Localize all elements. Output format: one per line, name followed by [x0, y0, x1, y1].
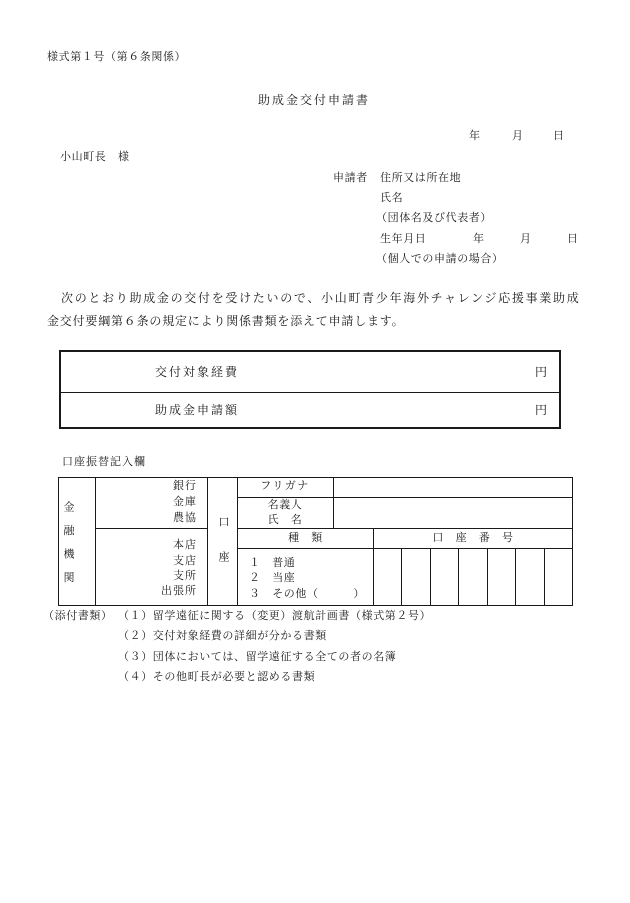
address-label: 住所又は所在地	[380, 172, 462, 184]
yen-unit: 円	[535, 365, 548, 379]
attachment-item: （４）その他町長が必要と認める書類	[118, 671, 316, 683]
branch-type-head-office: 本店	[173, 538, 197, 551]
branch-type-branch: 支店	[173, 554, 197, 567]
account-type-ordinary: １ 普通	[249, 556, 296, 569]
account-number-digit-cell	[430, 549, 458, 605]
institution-type-bank: 銀行	[173, 479, 197, 492]
account-section-title: 口座振替記入欄	[62, 456, 146, 468]
date-year-unit: 年	[469, 130, 481, 142]
furigana-label: フリガナ	[260, 479, 310, 492]
account-number-cells	[374, 549, 572, 605]
name-note: （団体名及び代表者）	[376, 212, 492, 224]
body-text-line: 金交付要綱第６条の規定により関係書類を添えて申請します。	[47, 314, 405, 328]
birthdate-label: 生年月日	[380, 233, 427, 245]
institution-type-agricultural-coop: 農協	[173, 511, 197, 524]
account-number-header: 口 座 番 号	[432, 531, 514, 544]
table-rule	[237, 528, 572, 529]
account-number-digit-cell	[544, 549, 572, 605]
addressee: 小山町長 様	[60, 151, 130, 163]
furigana-value-cell	[334, 478, 572, 497]
attachments-label: （添付書類）	[43, 610, 113, 622]
account-type-header: 種 類	[288, 531, 323, 544]
applicant-label: 申請者	[333, 172, 368, 184]
amount-row-requested-amount	[61, 393, 559, 427]
form-number: 様式第１号（第６条関係）	[47, 51, 187, 63]
account-label: 口座	[217, 515, 229, 586]
birth-day-unit: 日	[567, 233, 579, 245]
account-type-checking: ２ 当座	[249, 571, 296, 584]
table-rule	[95, 528, 207, 529]
branch-type-sub-branch: 支所	[173, 569, 197, 582]
financial-institution-label: 金融機関	[62, 501, 74, 595]
birthdate-note: （個人での申請の場合）	[376, 253, 504, 265]
birth-year-unit: 年	[473, 233, 485, 245]
account-holder-name-label: 氏 名	[267, 513, 303, 526]
account-number-digit-cell	[515, 549, 543, 605]
document-title: 助成金交付申請書	[258, 93, 371, 107]
date-day-unit: 日	[553, 130, 565, 142]
account-holder-label: 名義人	[267, 498, 303, 511]
amount-label: 交付対象経費	[155, 365, 240, 379]
body-text-line: 次のとおり助成金の交付を受けたいので、小山町青少年海外チャレンジ応援事業助成	[61, 291, 581, 305]
account-number-digit-cell	[458, 549, 486, 605]
amount-label: 助成金申請額	[155, 403, 240, 417]
table-rule	[207, 478, 208, 605]
institution-type-credit-union: 金庫	[173, 495, 197, 508]
attachment-item: （１）留学遠征に関する（変更）渡航計画書（様式第２号）	[118, 610, 432, 622]
account-number-digit-cell	[401, 549, 429, 605]
yen-unit: 円	[535, 403, 548, 417]
birth-month-unit: 月	[520, 233, 532, 245]
bank-account-table	[58, 477, 573, 606]
amount-table	[59, 350, 561, 429]
branch-type-agency: 出張所	[161, 584, 197, 597]
holder-name-value-cell	[334, 498, 572, 528]
account-number-digit-cell	[487, 549, 515, 605]
account-type-other: ３ その他（ ）	[249, 587, 365, 600]
attachment-item: （３）団体においては、留学遠征する全ての者の名簿	[118, 651, 397, 663]
account-number-digit-cell	[374, 549, 401, 605]
amount-row-eligible-cost	[61, 352, 559, 392]
attachment-item: （２）交付対象経費の詳細が分かる書類	[118, 630, 327, 642]
date-month-unit: 月	[512, 130, 524, 142]
name-label: 氏名	[380, 192, 404, 204]
